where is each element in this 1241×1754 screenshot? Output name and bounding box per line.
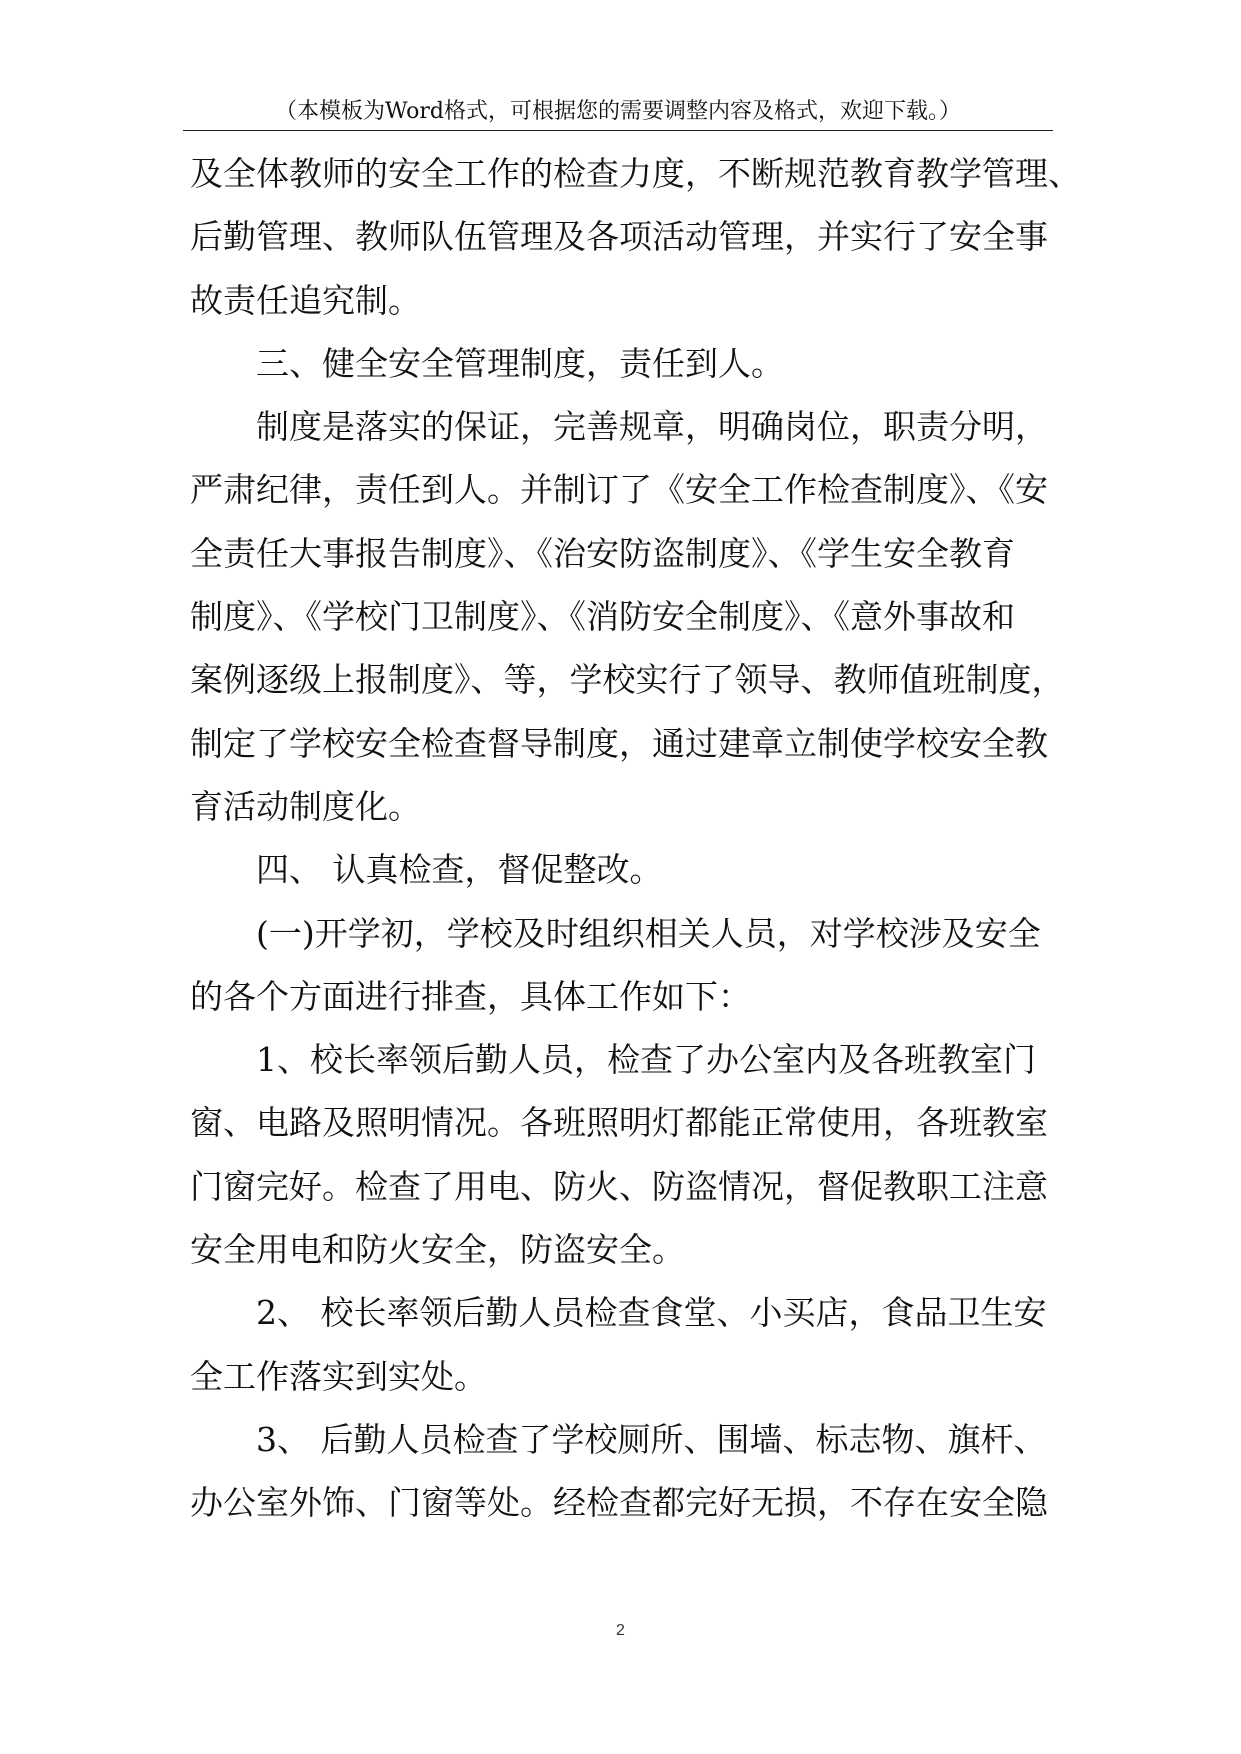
body-line: 2、 校长率领后勤人员检查食堂、小买店，食品卫生安 [256, 1293, 1047, 1333]
body-line: 四、 认真检查，督促整改。 [256, 850, 663, 890]
body-line: (一)开学初，学校及时组织相关人员，对学校涉及安全 [256, 913, 1041, 953]
body-line: 安全用电和防火安全，防盗安全。 [190, 1230, 685, 1270]
body-line: 1、校长率领后勤人员，检查了办公室内及各班教室门 [256, 1040, 1036, 1080]
document-body [190, 142, 1090, 1535]
body-line: 故责任追究制。 [190, 280, 421, 320]
body-line: 制度是落实的保证，完善规章，明确岗位，职责分明， [256, 407, 1048, 447]
body-line: 全责任大事报告制度》、《治安防盗制度》、《学生安全教育 [190, 533, 1015, 573]
body-line: 三、健全安全管理制度，责任到人。 [256, 343, 784, 383]
body-line: 案例逐级上报制度》、等，学校实行了领导、教师值班制度， [190, 660, 1065, 700]
header-divider [183, 130, 1053, 131]
page-number: 2 [616, 1622, 625, 1639]
body-line: 全工作落实到实处。 [190, 1356, 487, 1396]
body-line: 严肃纪律，责任到人。并制订了《安全工作检查制度》、《安 [190, 470, 1048, 510]
body-line: 3、 后勤人员检查了学校厕所、围墙、标志物、旗杆、 [256, 1419, 1047, 1459]
body-line: 窗、电路及照明情况。各班照明灯都能正常使用，各班教室 [190, 1103, 1048, 1143]
body-line: 门窗完好。检查了用电、防火、防盗情况，督促教职工注意 [190, 1166, 1048, 1206]
body-line: 后勤管理、教师队伍管理及各项活动管理，并实行了安全事 [190, 217, 1048, 257]
body-line: 及全体教师的安全工作的检查力度，不断规范教育教学管理、 [190, 154, 1081, 193]
body-line: 制度》、《学校门卫制度》、《消防安全制度》、《意外事故和 [190, 597, 1015, 637]
page-header: （本模板为Word格式，可根据您的需要调整内容及格式，欢迎下载。） [275, 99, 961, 124]
body-line: 制定了学校安全检查督导制度，通过建章立制使学校安全教 [190, 723, 1048, 763]
body-line: 育活动制度化。 [190, 786, 421, 826]
body-line: 的各个方面进行排查，具体工作如下： [190, 976, 751, 1016]
body-line: 办公室外饰、门窗等处。经检查都完好无损，不存在安全隐 [190, 1483, 1048, 1523]
